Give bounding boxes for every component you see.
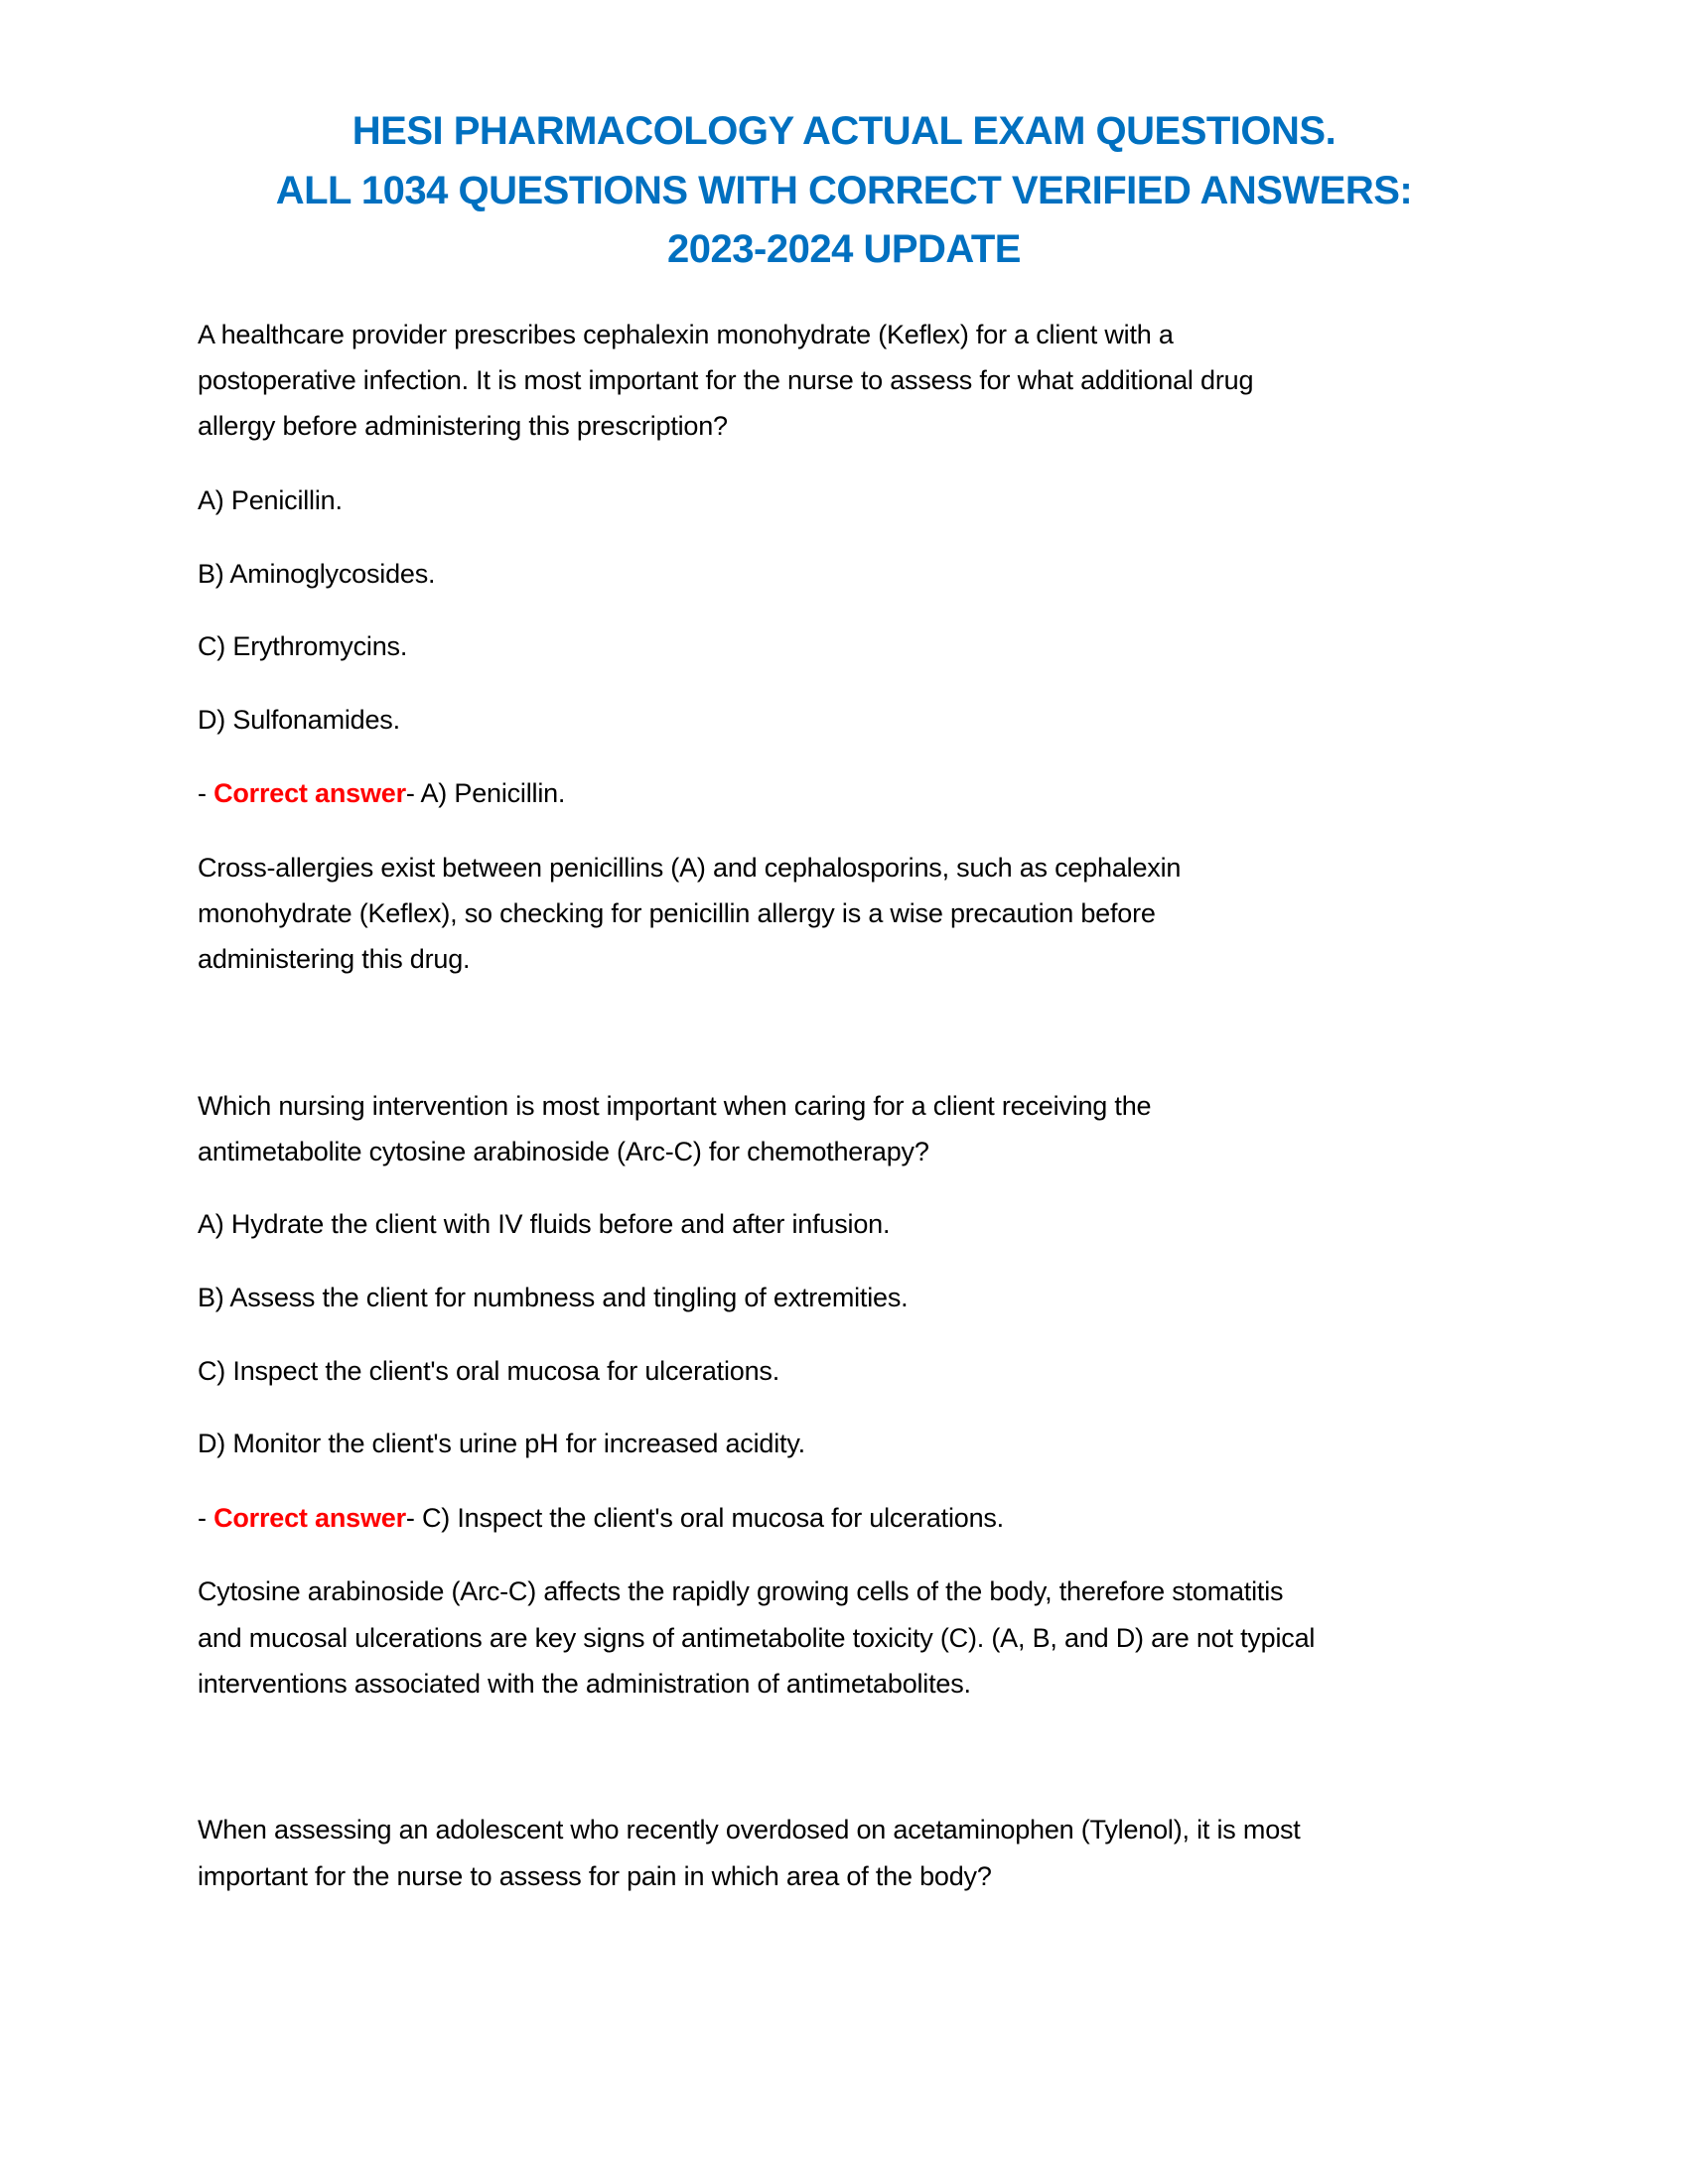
- question-stem: postoperative infection. It is most important for the nurse to assess for what additional drug: [198, 365, 1254, 395]
- prefix: -: [198, 778, 214, 808]
- question-stem: important for the nurse to assess for pain in which area of the body?: [198, 1861, 992, 1891]
- title-line-1: HESI PHARMACOLOGY ACTUAL EXAM QUESTIONS.: [352, 109, 1336, 153]
- correct-answer-label: Correct answer: [213, 778, 406, 808]
- rationale: administering this drug.: [198, 944, 471, 974]
- option-b: B) Assess the client for numbness and tingling of extremities.: [198, 1283, 909, 1312]
- rationale: Cross-allergies exist between penicillins (A) and cephalosporins, such as cephalexin: [198, 853, 1182, 883]
- correct-answer: [198, 1495, 1004, 1541]
- rationale: monohydrate (Keflex), so checking for penicillin allergy is a wise precaution before: [198, 898, 1156, 928]
- answer-text: - C) Inspect the client's oral mucosa for ulcerations.: [405, 1503, 1004, 1533]
- rationale: and mucosal ulcerations are key signs of antimetabolite toxicity (C). (A, B, and D) are not typical: [198, 1623, 1316, 1653]
- option-d: D) Monitor the client's urine pH for increased acidity.: [198, 1429, 805, 1458]
- option-b: B) Aminoglycosides.: [198, 559, 436, 589]
- option-a: A) Hydrate the client with IV fluids before and after infusion.: [198, 1209, 891, 1239]
- answer-text: - A) Penicillin.: [405, 778, 566, 808]
- option-c: C) Erythromycins.: [198, 631, 408, 661]
- option-a: A) Penicillin.: [198, 485, 343, 515]
- question-stem: antimetabolite cytosine arabinoside (Arc-C) for chemotherapy?: [198, 1137, 929, 1166]
- title-line-3: 2023-2024 UPDATE: [667, 227, 1021, 271]
- question-stem: allergy before administering this prescription?: [198, 411, 728, 441]
- prefix: -: [198, 1503, 214, 1533]
- question-stem: Which nursing intervention is most important when caring for a client receiving the: [198, 1091, 1152, 1121]
- correct-answer-label: Correct answer: [213, 1503, 406, 1533]
- rationale: interventions associated with the administration of antimetabolites.: [198, 1669, 971, 1699]
- correct-answer: [198, 770, 565, 816]
- title-line-2: ALL 1034 QUESTIONS WITH CORRECT VERIFIED ANSWERS:: [275, 169, 1413, 212]
- rationale: Cytosine arabinoside (Arc-C) affects the rapidly growing cells of the body, therefore stomatitis: [198, 1576, 1284, 1606]
- option-c: C) Inspect the client's oral mucosa for ulcerations.: [198, 1356, 780, 1386]
- question-stem: When assessing an adolescent who recently overdosed on acetaminophen (Tylenol), it is most: [198, 1815, 1301, 1844]
- option-d: D) Sulfonamides.: [198, 705, 400, 735]
- question-stem: A healthcare provider prescribes cephalexin monohydrate (Keflex) for a client with a: [198, 320, 1174, 349]
